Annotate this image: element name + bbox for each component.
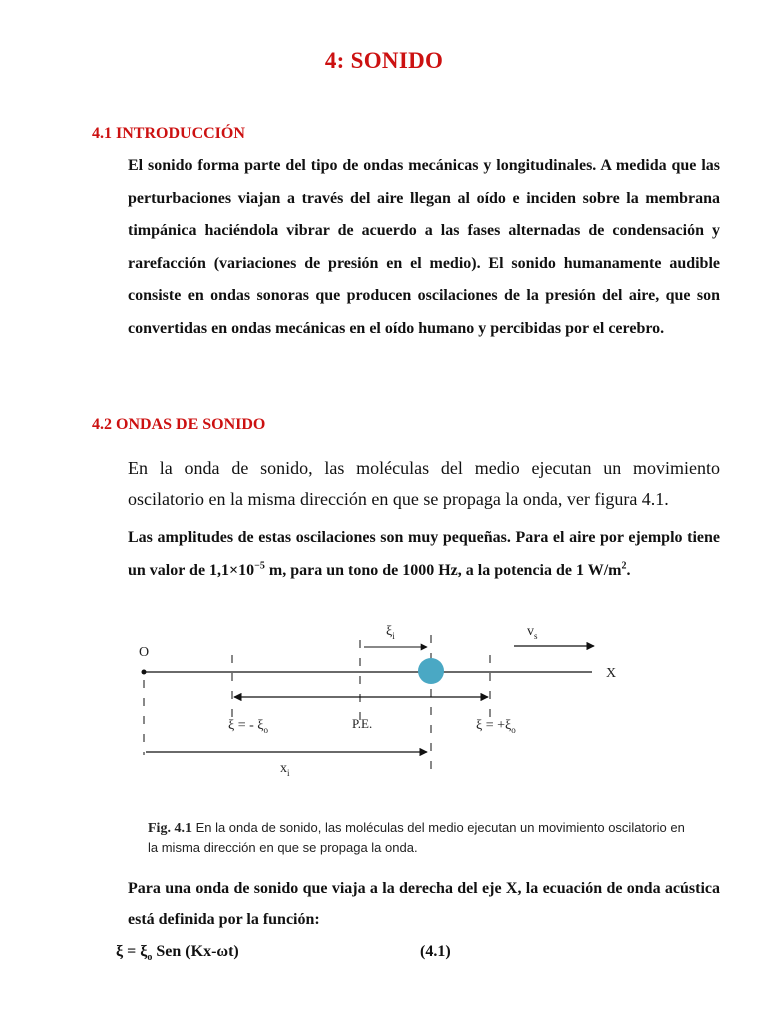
- wave-diagram: [120, 610, 640, 795]
- wave-equation: [116, 943, 239, 964]
- equation-lhs: ξ = ξ: [116, 943, 148, 960]
- chapter-title: 4: SONIDO: [324, 48, 444, 73]
- exponent: −5: [254, 560, 265, 572]
- pos-amp-label: $\xi = +\xi_o$: [476, 718, 516, 735]
- ondas-lead-paragraph: En la onda de sonido, las moléculas del medio ejecutan un movimiento oscilatorio en la misma dirección en que se propaga la onda, ver figura 4.1.: [128, 458, 720, 509]
- velocity-label: $v_s$: [527, 624, 538, 641]
- body-text-2: m, para un tono de 1000 Hz, a la potencia de 1 W/m: [264, 562, 622, 579]
- body-text-3: .: [626, 562, 631, 579]
- equation-sub: o: [147, 952, 153, 964]
- xi-label: $\xi_i$: [386, 624, 395, 641]
- figure-caption: [148, 818, 688, 857]
- section-heading-introduccion: 4.1 INTRODUCCIÓN: [92, 125, 245, 142]
- section-heading-ondas: 4.2 ONDAS DE SONIDO: [92, 416, 266, 433]
- caption-text: En la onda de sonido, las moléculas del medio ejecutan un movimiento oscilatorio en la misma dirección en que se propaga la onda.: [148, 820, 685, 855]
- closing-paragraph: Para una onda de sonido que viaja a la derecha del eje X, la ecuación de onda acústica está definida por la función:: [128, 880, 720, 928]
- intro-paragraph: El sonido forma parte del tipo de ondas mecánicas y longitudinales. A medida que las perturbaciones viajan a través del aire llegan al oído e inciden sobre la membrana timpánica haciéndola vibrar de acuerdo a las fases alternadas de condensación y rarefacción (variaciones de presión en el medio). El sonido humanamente audible consiste en ondas sonoras que producen oscilaciones de la presión del aire, que son convertidas en ondas mecánicas en el oído humano y percibidas por el cerebro.: [128, 157, 720, 337]
- ondas-body-paragraph: [128, 521, 720, 587]
- neg-amp-label: ξ = - $\xi_o$: [228, 718, 269, 735]
- equation-number: (4.1): [420, 943, 451, 960]
- caption-label: Fig. 4.1: [148, 821, 192, 836]
- x-position-label: $x_i$: [280, 761, 290, 778]
- particle-circle: [418, 658, 444, 684]
- origin-label: O: [139, 645, 150, 660]
- origin-point: [142, 670, 147, 675]
- axis-label: X: [606, 666, 617, 681]
- equation-rhs: Sen (Kx-ωt): [152, 943, 239, 960]
- pe-label: P.E.: [352, 716, 373, 731]
- exponent-2: 2: [621, 560, 627, 572]
- body-text-1: Las amplitudes de estas oscilaciones son muy pequeñas. Para el aire por ejemplo tiene un valor de 1,1×10: [128, 529, 720, 579]
